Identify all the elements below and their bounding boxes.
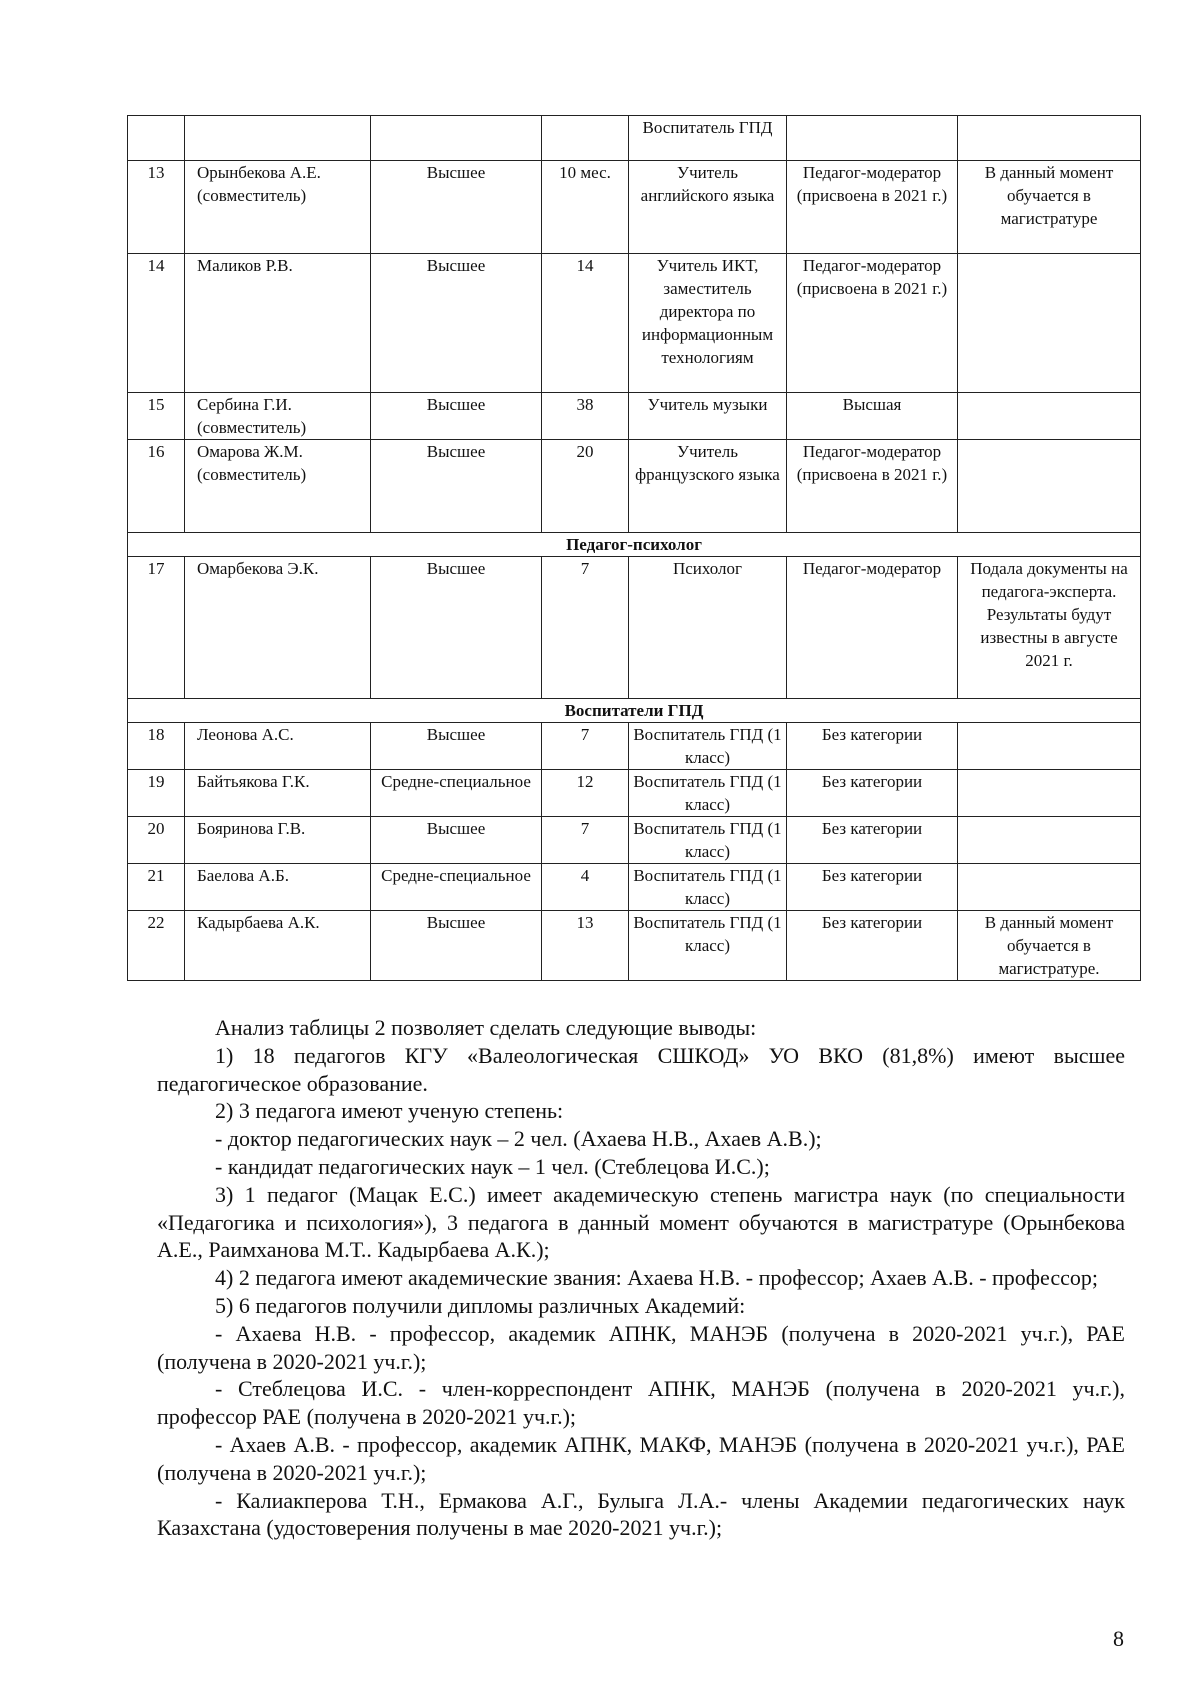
- cell-category: Высшая: [787, 393, 958, 440]
- analysis-paragraph: 2) 3 педагога имеют ученую степень:: [215, 1098, 564, 1124]
- cell-category: Без категории: [787, 911, 958, 981]
- cell-number: 17: [128, 557, 185, 699]
- cell-note: [958, 116, 1141, 161]
- cell-note: [958, 393, 1141, 440]
- cell-experience: [542, 116, 629, 161]
- analysis-paragraph: - Ахаев А.В. - профессор, академик АПНК, МАКФ, МАНЭБ (получена в 2020-2021 уч.г.), РАЕ (получена в 2020-2021 уч.г.);: [157, 1431, 1125, 1485]
- cell-experience: 4: [542, 864, 629, 911]
- table-row: [128, 911, 1141, 981]
- cell-number: 15: [128, 393, 185, 440]
- section-title: Педагог-психолог: [128, 533, 1141, 557]
- cell-education: Высшее: [371, 557, 542, 699]
- analysis-paragraph: - кандидат педагогических наук – 1 чел. (Стеблецова И.С.);: [215, 1153, 770, 1179]
- cell-experience: 7: [542, 557, 629, 699]
- table-row: [128, 557, 1141, 699]
- cell-note: В данный момент обучается в магистратуре: [958, 161, 1141, 254]
- cell-position: Воспитатель ГПД (1 класс): [629, 911, 787, 981]
- cell-category: Педагог-модератор: [787, 557, 958, 699]
- cell-note: [958, 864, 1141, 911]
- page-number: 8: [1113, 1626, 1124, 1651]
- cell-note: [958, 440, 1141, 533]
- cell-education: Высшее: [371, 393, 542, 440]
- cell-name: Байтьякова Г.К.: [185, 770, 371, 817]
- cell-experience: 10 мес.: [542, 161, 629, 254]
- analysis-paragraph: - доктор педагогических наук – 2 чел. (Ахаева Н.В., Ахаев А.В.);: [215, 1126, 822, 1152]
- cell-position: Воспитатель ГПД (1 класс): [629, 817, 787, 864]
- cell-experience: 38: [542, 393, 629, 440]
- table-row: [128, 393, 1141, 440]
- cell-name: Омарбекова Э.К.: [185, 557, 371, 699]
- cell-position: Воспитатель ГПД: [629, 116, 787, 161]
- cell-name: Орынбекова А.Е. (совместитель): [185, 161, 371, 254]
- table-section-header: [128, 699, 1141, 723]
- analysis-paragraph: 4) 2 педагога имеют академические звания: Ахаева Н.В. - профессор; Ахаев А.В. - профессор;: [215, 1265, 1098, 1291]
- cell-note: [958, 770, 1141, 817]
- cell-name: Баелова А.Б.: [185, 864, 371, 911]
- cell-number: 14: [128, 254, 185, 393]
- cell-name: Омарова Ж.М. (совместитель): [185, 440, 371, 533]
- analysis-paragraph: 5) 6 педагогов получили дипломы различных Академий:: [215, 1292, 746, 1318]
- analysis-paragraph: 1) 18 педагогов КГУ «Валеологическая СШКОД» УО ВКО (81,8%) имеют высшее педагогическое образование.: [157, 1042, 1125, 1096]
- analysis-text: [157, 1014, 1125, 1542]
- table-row: [128, 723, 1141, 770]
- cell-experience: 13: [542, 911, 629, 981]
- cell-education: Высшее: [371, 440, 542, 533]
- analysis-paragraph: 3) 1 педагог (Мацак Е.С.) имеет академическую степень магистра наук (по специальности «Педагогика и психология»), 3 педагога в данный момент обучаются в магистратуре (Орынбекова А.Е., Раимханова М.Т.. Кадырбаева А.К.);: [157, 1181, 1125, 1263]
- cell-experience: 7: [542, 817, 629, 864]
- cell-note: [958, 817, 1141, 864]
- cell-experience: 7: [542, 723, 629, 770]
- cell-number: [128, 116, 185, 161]
- cell-experience: 20: [542, 440, 629, 533]
- cell-category: Без категории: [787, 817, 958, 864]
- cell-name: Бояринова Г.В.: [185, 817, 371, 864]
- cell-position: Воспитатель ГПД (1 класс): [629, 864, 787, 911]
- cell-education: Средне-специальное: [371, 770, 542, 817]
- table-row: [128, 254, 1141, 393]
- cell-category: Педагог-модератор (присвоена в 2021 г.): [787, 254, 958, 393]
- analysis-paragraph: - Калиакперова Т.Н., Ермакова А.Г., Булыга Л.А.- члены Академии педагогических наук Казахстана (удостоверения получены в мае 2020-2021 уч.г.);: [157, 1487, 1125, 1541]
- cell-name: Кадырбаева А.К.: [185, 911, 371, 981]
- cell-category: Без категории: [787, 770, 958, 817]
- cell-number: 18: [128, 723, 185, 770]
- cell-number: 13: [128, 161, 185, 254]
- cell-note: В данный момент обучается в магистратуре.: [958, 911, 1141, 981]
- cell-note: [958, 254, 1141, 393]
- cell-position: Воспитатель ГПД (1 класс): [629, 770, 787, 817]
- cell-education: Высшее: [371, 723, 542, 770]
- cell-category: Педагог-модератор (присвоена в 2021 г.): [787, 440, 958, 533]
- table-row: [128, 440, 1141, 533]
- cell-education: Средне-специальное: [371, 864, 542, 911]
- cell-category: Педагог-модератор (присвоена в 2021 г.): [787, 161, 958, 254]
- cell-experience: 14: [542, 254, 629, 393]
- table-row: [128, 864, 1141, 911]
- analysis-paragraph: - Стеблецова И.С. - член-корреспондент АПНК, МАНЭБ (получена в 2020-2021 уч.г.), профессор РАЕ (получена в 2020-2021 уч.г.);: [157, 1376, 1125, 1430]
- staff-table: [127, 115, 1141, 981]
- table-section-header: [128, 533, 1141, 557]
- cell-note: Подала документы на педагога-эксперта. Результаты будут известны в августе 2021 г.: [958, 557, 1141, 699]
- table-row: [128, 161, 1141, 254]
- analysis-paragraph: - Ахаева Н.В. - профессор, академик АПНК, МАНЭБ (получена в 2020-2021 уч.г.), РАЕ (получена в 2020-2021 уч.г.);: [157, 1320, 1125, 1374]
- cell-education: Высшее: [371, 254, 542, 393]
- section-title: Воспитатели ГПД: [128, 699, 1141, 723]
- cell-name: Маликов Р.В.: [185, 254, 371, 393]
- staff-table-container: [127, 115, 1140, 981]
- cell-education: Высшее: [371, 817, 542, 864]
- cell-education: Высшее: [371, 161, 542, 254]
- cell-number: 21: [128, 864, 185, 911]
- cell-name: Сербина Г.И. (совместитель): [185, 393, 371, 440]
- cell-position: Учитель музыки: [629, 393, 787, 440]
- cell-position: Учитель ИКТ, заместитель директора по информационным технологиям: [629, 254, 787, 393]
- analysis-paragraph: Анализ таблицы 2 позволяет сделать следующие выводы:: [215, 1015, 757, 1040]
- cell-position: Воспитатель ГПД (1 класс): [629, 723, 787, 770]
- cell-note: [958, 723, 1141, 770]
- table-row: [128, 116, 1141, 161]
- cell-category: Без категории: [787, 723, 958, 770]
- cell-name: [185, 116, 371, 161]
- cell-position: Учитель французского языка: [629, 440, 787, 533]
- table-row: [128, 770, 1141, 817]
- cell-number: 19: [128, 770, 185, 817]
- cell-position: Учитель английского языка: [629, 161, 787, 254]
- cell-number: 16: [128, 440, 185, 533]
- cell-education: Высшее: [371, 911, 542, 981]
- table-row: [128, 817, 1141, 864]
- cell-number: 20: [128, 817, 185, 864]
- cell-education: [371, 116, 542, 161]
- cell-category: Без категории: [787, 864, 958, 911]
- cell-category: [787, 116, 958, 161]
- cell-experience: 12: [542, 770, 629, 817]
- cell-number: 22: [128, 911, 185, 981]
- cell-position: Психолог: [629, 557, 787, 699]
- cell-name: Леонова А.С.: [185, 723, 371, 770]
